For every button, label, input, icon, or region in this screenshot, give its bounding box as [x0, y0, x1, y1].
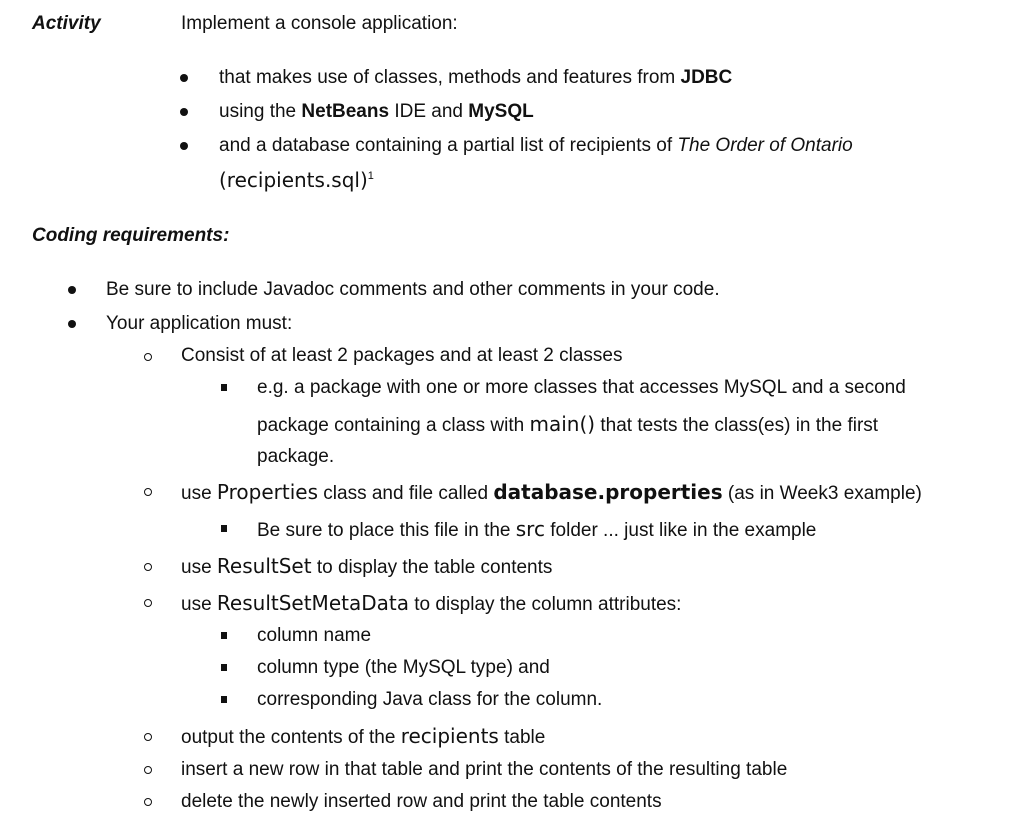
activity-item-database: and a database containing a partial list of recipients of The Order of Ontario — [219, 135, 853, 156]
req-properties-sub: Be sure to place this file in the src folder ... just like in the example — [257, 517, 817, 541]
req-metadata-sub-2: column type (the MySQL type) and — [257, 657, 550, 678]
circle-bullet — [144, 488, 152, 496]
req-output: output the contents of the recipients table — [181, 724, 546, 748]
activity-item-ide: using the NetBeans IDE and MySQL — [219, 101, 534, 122]
circle-bullet — [144, 733, 152, 741]
square-bullet — [221, 664, 227, 671]
circle-bullet — [144, 353, 152, 361]
bullet-dot — [180, 142, 188, 150]
circle-bullet — [144, 798, 152, 806]
square-bullet — [221, 696, 227, 703]
square-bullet — [221, 384, 227, 391]
bullet-dot — [180, 74, 188, 82]
req-metadata-sub-1: column name — [257, 625, 372, 646]
req-packages-sub-line3: package. — [257, 446, 335, 467]
req-insert: insert a new row in that table and print the contents of the resulting table — [181, 759, 788, 780]
coding-bullet-must: Your application must: — [106, 313, 293, 334]
coding-label: Coding requirements: — [32, 225, 230, 246]
square-bullet — [221, 525, 227, 532]
req-properties: use Properties class and file called database.properties (as in Week3 example) — [181, 480, 922, 504]
bullet-dot — [68, 320, 76, 328]
square-bullet — [221, 632, 227, 639]
activity-item-jdbc: that makes use of classes, methods and features from JDBC — [219, 67, 733, 88]
req-metadata-sub-3: corresponding Java class for the column. — [257, 689, 603, 710]
bullet-dot — [180, 108, 188, 116]
bullet-dot — [68, 286, 76, 294]
circle-bullet — [144, 766, 152, 774]
req-packages-sub-line1: e.g. a package with one or more classes that accesses MySQL and a second — [257, 377, 906, 398]
req-delete: delete the newly inserted row and print the table contents — [181, 791, 662, 812]
activity-label: Activity — [32, 13, 101, 34]
req-resultset: use ResultSet to display the table contents — [181, 554, 553, 578]
req-packages-sub-line2: package containing a class with main() that tests the class(es) in the first — [257, 412, 879, 436]
circle-bullet — [144, 563, 152, 571]
activity-intro: Implement a console application: — [181, 13, 458, 34]
circle-bullet — [144, 599, 152, 607]
activity-item-sqlfile: (recipients.sql)$^1$ — [219, 168, 374, 192]
req-metadata: use ResultSetMetaData to display the column attributes: — [181, 591, 682, 615]
req-packages: Consist of at least 2 packages and at least 2 classes — [181, 345, 623, 366]
coding-bullet-javadoc: Be sure to include Javadoc comments and other comments in your code. — [106, 279, 720, 300]
